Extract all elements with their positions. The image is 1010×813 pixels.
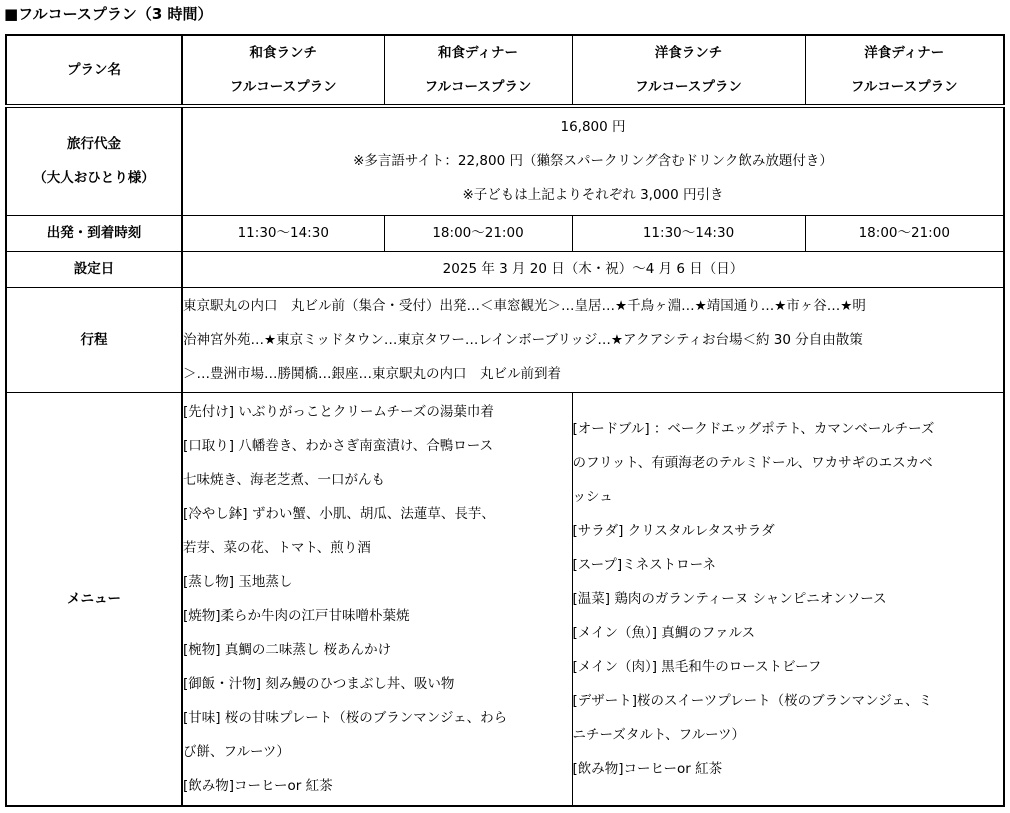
time-western-lunch: 11:30～14:30 bbox=[572, 215, 805, 251]
price-child-note: ※子どもは上記よりそれぞれ 3,000 円引き bbox=[462, 187, 724, 204]
plan-header-western-lunch: 洋食ランチ フルコースプラン bbox=[572, 35, 805, 106]
itinerary-row bbox=[6, 287, 1004, 392]
menu-item: [飲み物]コーヒーor 紅茶 bbox=[572, 760, 723, 777]
price-value bbox=[182, 106, 1004, 215]
menu-item: [焼物]柔らか牛肉の江戸甘味噌朴葉焼 bbox=[183, 607, 410, 624]
menu-item: [メイン（魚）] 真鯛のファルス bbox=[572, 624, 756, 641]
dates-row bbox=[6, 251, 1004, 287]
menu-item: [冷やし鉢] ずわい蟹、小肌、胡瓜、法蓮草、長芋、 bbox=[183, 505, 495, 522]
time-western-dinner: 18:00～21:00 bbox=[805, 215, 1004, 251]
time-japanese-lunch: 11:30～14:30 bbox=[182, 215, 384, 251]
menu-item: [スープ]ミネストローネ bbox=[572, 556, 717, 573]
menu-item: ッシュ bbox=[572, 488, 613, 505]
menu-label: メニュー bbox=[6, 392, 182, 806]
menu-item: のフリット、有頭海老のテルミドール、ワカサギのエスカベ bbox=[572, 454, 933, 471]
itinerary-value bbox=[182, 287, 1004, 392]
menu-item: [サラダ] クリスタルレタスサラダ bbox=[572, 522, 775, 539]
price-row bbox=[6, 106, 1004, 215]
menu-western bbox=[572, 392, 1004, 806]
itinerary-line: 東京駅丸の内口 丸ビル前（集合・受付）出発…＜車窓観光＞…皇居…★千鳥ヶ淵…★靖国通り…★市ヶ谷…★明 bbox=[183, 297, 866, 314]
menu-item: [温菜] 鶏肉のガランティーヌ シャンピニオンソース bbox=[572, 590, 887, 607]
menu-item: [先付け] いぶりがっことクリームチーズの湯葉巾着 bbox=[183, 403, 494, 420]
time-japanese-dinner: 18:00～21:00 bbox=[384, 215, 572, 251]
price-base: 16,800 円 bbox=[560, 119, 626, 136]
itinerary-line: ＞…豊洲市場…勝鬨橋…銀座…東京駅丸の内口 丸ビル前到着 bbox=[183, 365, 561, 382]
menu-item: 若芽、菜の花、トマト、煎り酒 bbox=[183, 539, 371, 556]
header-row bbox=[6, 35, 1004, 106]
dates-value: 2025 年 3 月 20 日（木・祝）～4 月 6 日（日） bbox=[182, 251, 1004, 287]
itinerary-label: 行程 bbox=[6, 287, 182, 392]
times-label: 出発・到着時刻 bbox=[6, 215, 182, 251]
plan-name-label: プラン名 bbox=[6, 35, 182, 106]
dates-label: 設定日 bbox=[6, 251, 182, 287]
menu-item: [口取り] 八幡巻き、わかさぎ南蛮漬け、合鴨ロース bbox=[183, 437, 494, 454]
menu-item: 七味焼き、海老芝煮、一口がんも bbox=[183, 471, 385, 488]
menu-item: [甘味] 桜の甘味プレート（桜のブランマンジェ、わら bbox=[183, 709, 508, 726]
menu-item: ニチーズタルト、フルーツ） bbox=[572, 726, 746, 743]
menu-item: [椀物] 真鯛の二味蒸し 桜あんかけ bbox=[183, 641, 392, 658]
menu-row bbox=[6, 392, 1004, 806]
plan-header-western-dinner: 洋食ディナー フルコースプラン bbox=[805, 35, 1004, 106]
plan-table bbox=[5, 34, 1005, 807]
menu-item: び餅、フルーツ） bbox=[183, 743, 290, 760]
menu-japanese bbox=[182, 392, 572, 806]
price-label: 旅行代金 （大人おひとり様） bbox=[6, 106, 182, 215]
menu-item: [御飯・汁物] 刻み鰻のひつまぶし丼、吸い物 bbox=[183, 675, 455, 692]
plan-header-japanese-dinner: 和食ディナー フルコースプラン bbox=[384, 35, 572, 106]
price-multilingual-note: ※多言語サイト：22,800 円（獺祭スパークリング含むドリンク飲み放題付き） bbox=[353, 153, 833, 170]
plan-header-japanese-lunch: 和食ランチ フルコースプラン bbox=[182, 35, 384, 106]
menu-item: [メイン（肉）] 黒毛和牛のローストビーフ bbox=[572, 658, 822, 675]
times-row bbox=[6, 215, 1004, 251]
page-title: ■フルコースプラン（3 時間） bbox=[4, 5, 213, 23]
itinerary-line: 治神宮外苑…★東京ミッドタウン…東京タワー…レインボーブリッジ…★アクアシティお台場＜約 30 分自由散策 bbox=[183, 331, 863, 348]
menu-item: [蒸し物] 玉地蒸し bbox=[183, 573, 293, 590]
menu-item: [デザート]桜のスイーツプレート（桜のブランマンジェ、ミ bbox=[572, 692, 933, 709]
menu-item: [飲み物]コーヒーor 紅茶 bbox=[183, 777, 333, 794]
menu-item: [オードブル] ：ベークドエッグポテト、カマンベールチーズ bbox=[572, 420, 935, 437]
